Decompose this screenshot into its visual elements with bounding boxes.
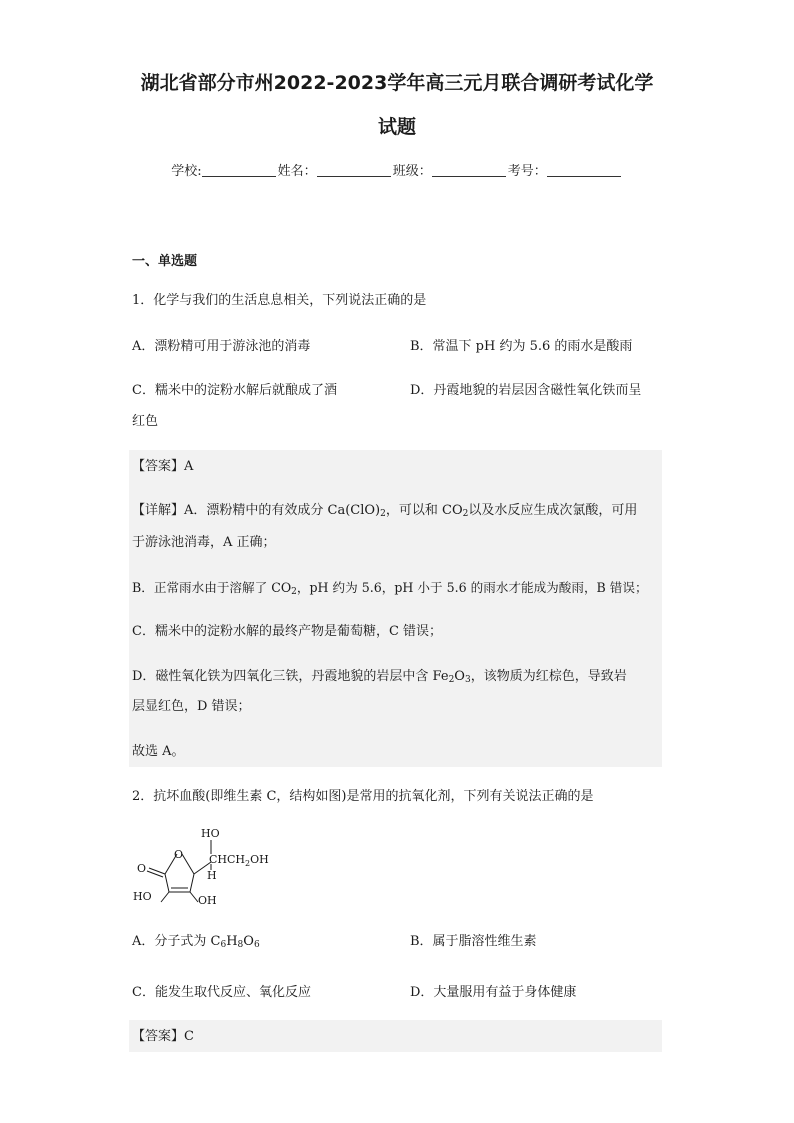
q1-explanation-line7: 故选 A。 [132,744,185,759]
q1-answer-box [129,450,662,767]
school-label: 学校: [171,164,202,179]
section-title: 一、单选题 [132,254,198,269]
q2-answer: 【答案】C [132,1029,194,1044]
name-blank [317,163,391,177]
paper-title-line2: 试题 [377,116,416,138]
q1-stem: 1．化学与我们的生活息息相关，下列说法正确的是 [132,293,427,308]
label-ho-left: HO [133,890,152,903]
q1-explanation-line5: D．磁性氧化铁为四氧化三铁，丹霞地貌的岩层中含 $Fe_2O_3$，该物质为红棕色，导致岩 [132,669,627,685]
q1-explanation-line3: B．正常雨水由于溶解了 $CO_2$，pH 约为 5.6，pH 小于 5.6 的雨水才能成为酸雨，B 错误； [132,580,648,597]
q1-explanation-line4: C．糯米中的淀粉水解的最终产物是葡萄糖，C 错误； [132,624,443,639]
q2-option-d: D．大量服用有益于身体健康 [410,985,577,1000]
label-chain: $CHCH_2OH$ [209,853,269,868]
q2-answer-box [129,1020,662,1052]
number-blank [547,163,621,177]
paper-title-line1: 湖北省部分市州2022-2023学年高三元月联合调研考试化学 [140,72,654,94]
class-blank [432,163,506,177]
number-label: 考号： [507,164,547,179]
label-ring-oxygen: O [174,848,184,861]
q2-option-b: B．属于脂溶性维生素 [410,934,537,949]
school-blank [202,163,276,177]
q1-option-d-line1: D．丹霞地貌的岩层因含磁性氧化铁而呈 [410,383,642,398]
label-oh-right: OH [198,894,217,907]
name-label: 姓名： [277,164,317,179]
q1-option-c: C．糯米中的淀粉水解后就酿成了酒 [132,383,337,398]
q2-option-c: C．能发生取代反应、氧化反应 [132,985,311,1000]
q1-explanation-line1: 【详解】A．漂粉精中的有效成分 $Ca(ClO)_2$，可以和 $CO_2$以及水反应生成次氯酸，可用 [132,503,638,519]
q2-stem: 2．抗坏血酸(即维生素 C，结构如图)是常用的抗氧化剂，下列有关说法正确的是 [132,789,594,804]
student-info-row [0,160,794,179]
q1-option-d-line2: 红色 [132,414,159,429]
label-h: H [207,869,217,882]
q1-answer: 【答案】A [132,459,194,474]
q1-explanation-line2: 于游泳池消毒，A 正确； [132,535,276,550]
q2-option-a: A．分子式为 $C_6H_8O_6$ [132,934,260,950]
q1-option-b: B．常温下 pH 约为 5.6 的雨水是酸雨 [410,339,633,354]
class-label: 班级： [392,164,432,179]
label-carbonyl-oxygen: O [137,862,147,875]
q1-explanation-line6: 层显红色，D 错误； [132,699,251,714]
q1-option-a: A．漂粉精可用于游泳池的消毒 [132,339,311,354]
vitamin-c-structure [125,822,285,912]
label-ho-top: HO [201,827,220,840]
